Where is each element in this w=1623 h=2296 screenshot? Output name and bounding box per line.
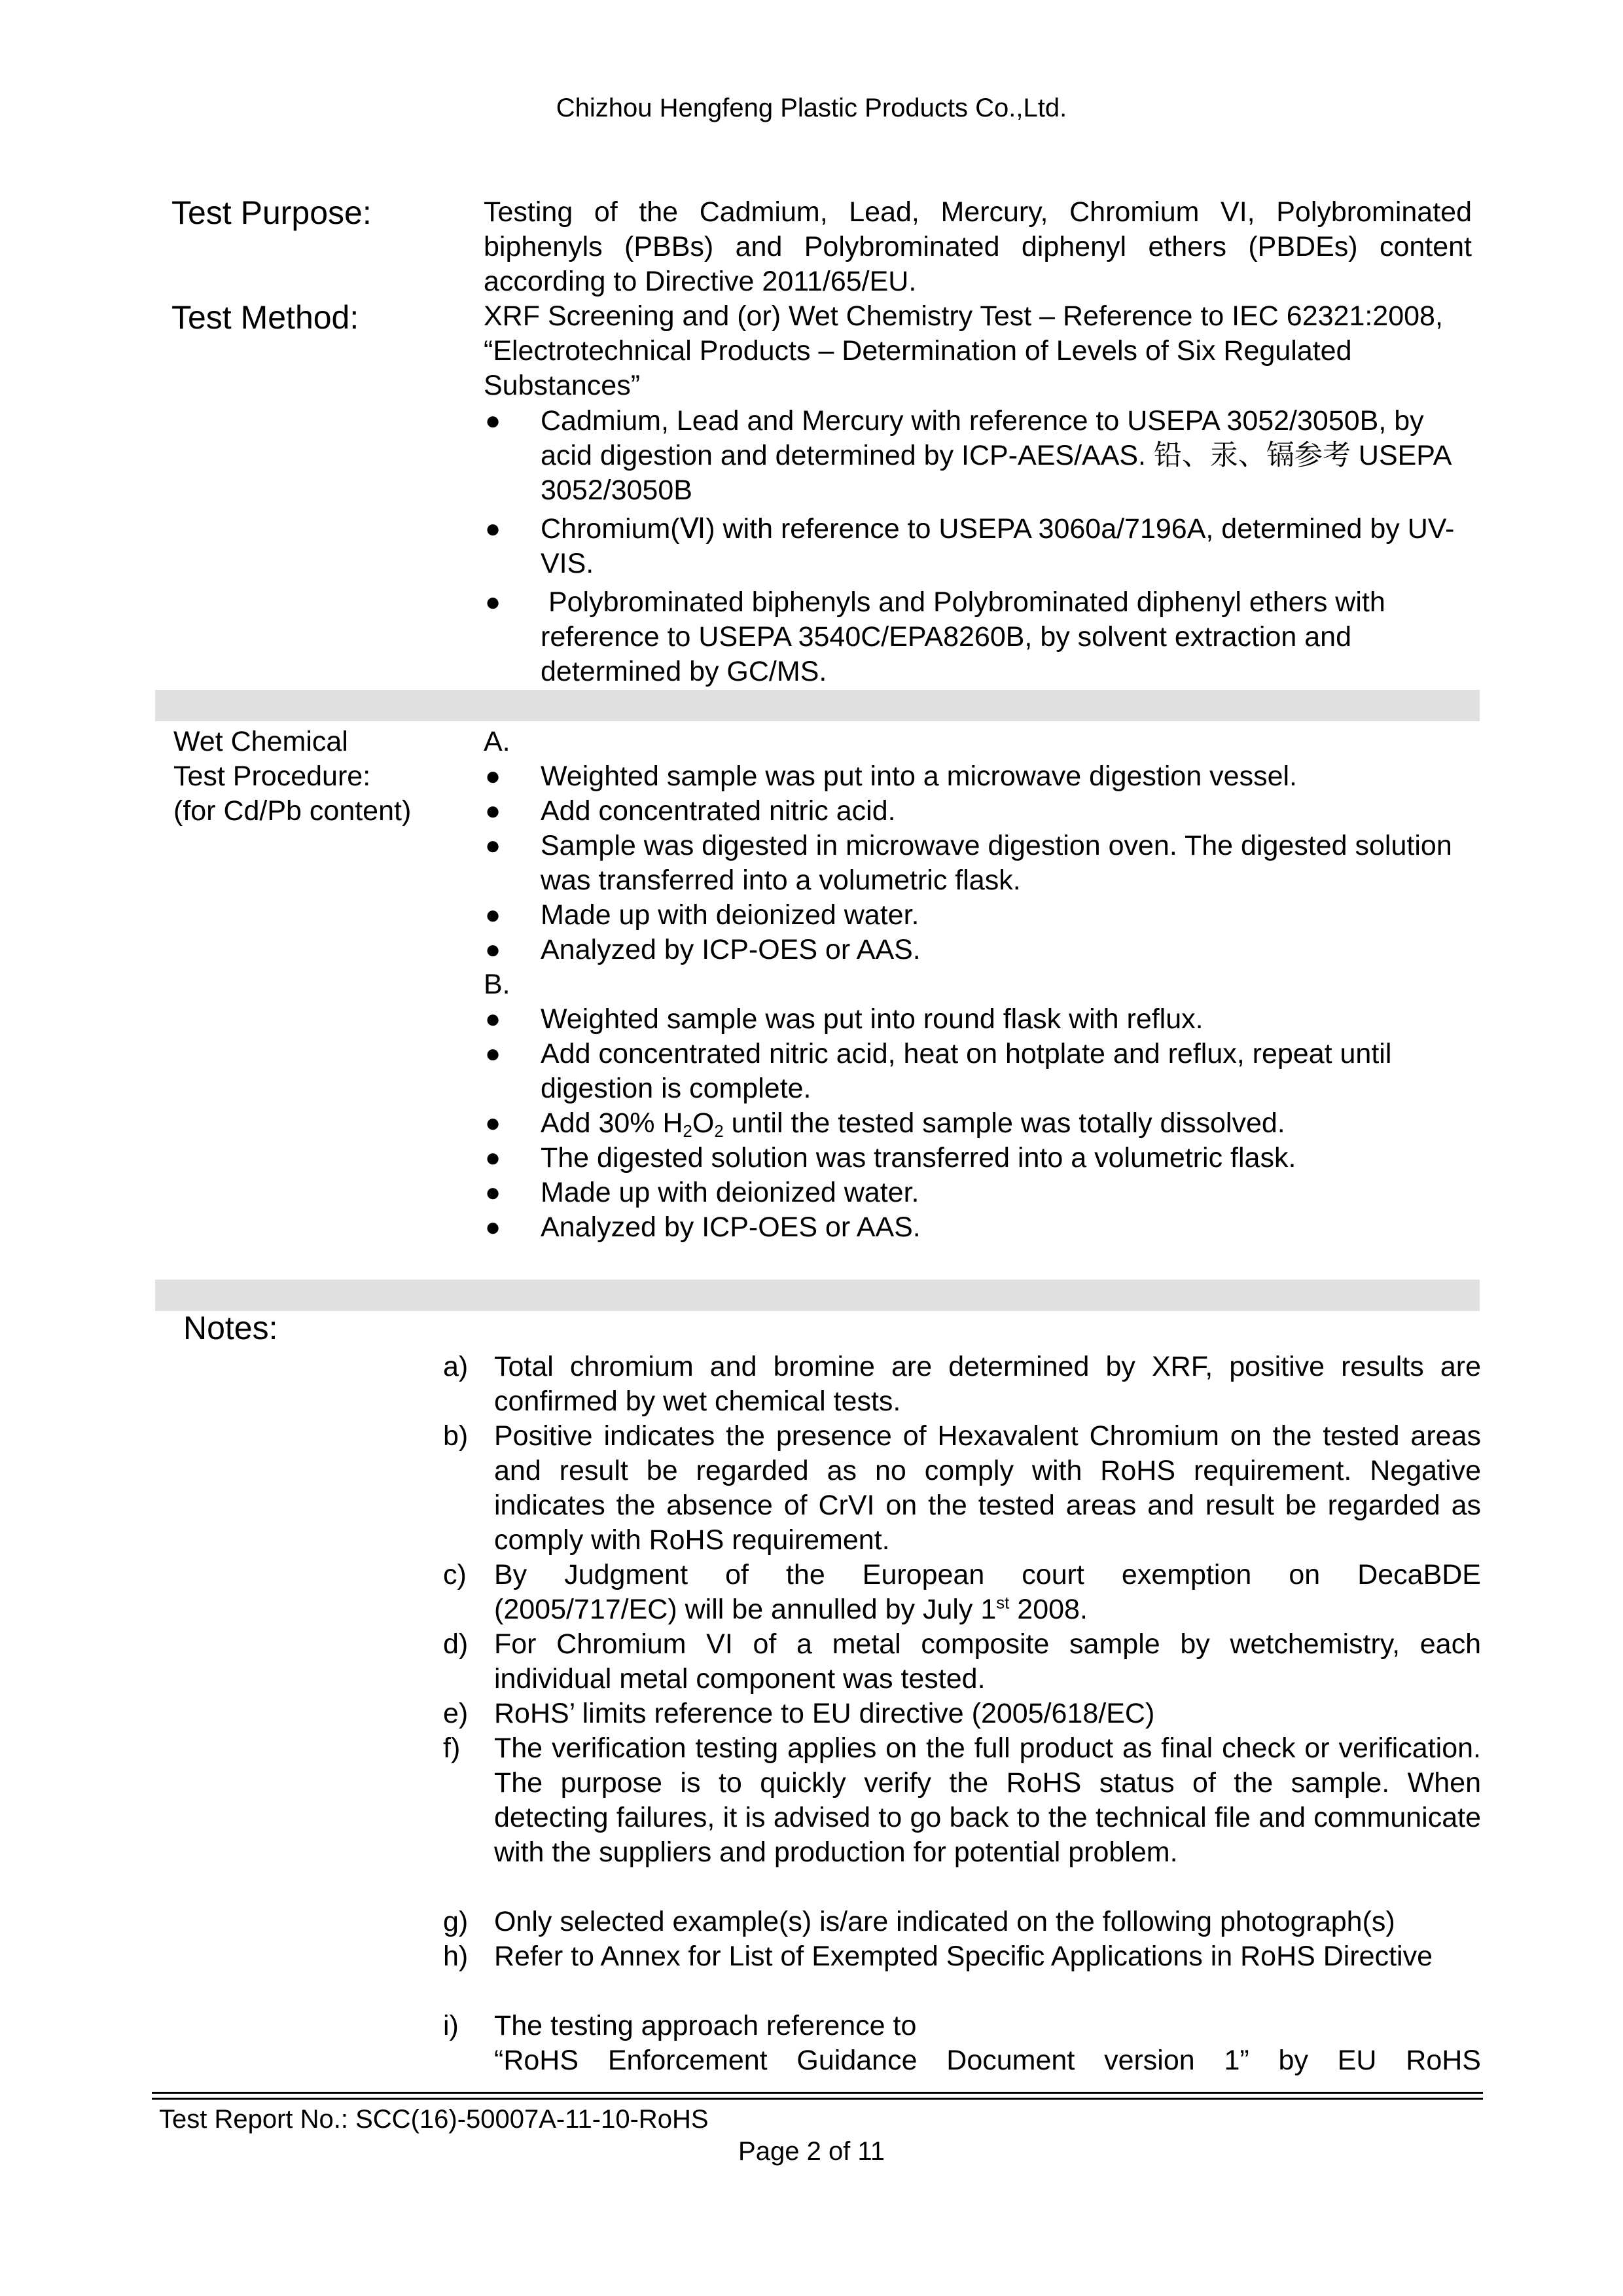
page-number: Page 2 of 11 <box>738 2137 885 2166</box>
wet-chemical-label: (for Cd/Pb content) <box>173 795 412 827</box>
footer-rule <box>152 2092 1483 2094</box>
method-bullet: Chromium(Ⅵ) with reference to USEPA 3060a/7196A, determined by UV-VIS. <box>541 513 1455 579</box>
test-method-label: Test Method: <box>171 299 359 336</box>
method-bullet: Cadmium, Lead and Mercury with reference to USEPA 3052/3050B, by acid digestion and determined by ICP-AES/AAS. 铅、汞、镉参考 USEPA 3052/3050B <box>541 405 1451 506</box>
note-letter: a) <box>443 1351 469 1382</box>
h2o2-sub: 2 <box>683 1122 692 1141</box>
bullet-icon: ● <box>485 1039 501 1068</box>
bullet-icon: ● <box>485 588 501 617</box>
note-text: The testing approach reference to <box>494 2010 917 2041</box>
note-letter: g) <box>443 1906 469 1937</box>
h2o2-post: until the tested sample was totally dissolved. <box>723 1107 1285 1139</box>
procedure-step: Analyzed by ICP-OES or AAS. <box>541 934 921 965</box>
procedure-step: The digested solution was transferred into a volumetric flask. <box>541 1142 1296 1174</box>
section-divider <box>155 1280 1480 1311</box>
h2o2-pre: Add 30% H <box>541 1107 683 1139</box>
note-text: Only selected example(s) is/are indicated on the following photograph(s) <box>494 1906 1395 1937</box>
note-text: “RoHS Enforcement Guidance Document version 1” by EU RoHS <box>494 2045 1481 2076</box>
bullet-icon: ● <box>485 1213 501 1242</box>
wet-chemical-label: Wet Chemical <box>173 726 348 757</box>
bullet-icon: ● <box>485 406 501 435</box>
wet-chemical-label: Test Procedure: <box>173 761 371 792</box>
note-text-c2 <box>494 1592 1481 1627</box>
note-text: Total chromium and bromine are determined by XRF, positive results are confirmed by wet chemical tests. <box>494 1351 1481 1417</box>
section-divider <box>155 690 1480 721</box>
test-method-intro: XRF Screening and (or) Wet Chemistry Test – Reference to IEC 62321:2008, “Electrotechnical Products – Determination of Levels of Six Regulated Substances” <box>484 300 1443 401</box>
bullet-icon: ● <box>485 901 501 929</box>
procedure-step: Add concentrated nitric acid. <box>541 795 896 827</box>
notes-label: Notes: <box>183 1310 278 1346</box>
note-letter: b) <box>443 1420 469 1452</box>
note-text: Refer to Annex for List of Exempted Specific Applications in RoHS Directive <box>494 1941 1433 1972</box>
procedure-step: Weighted sample was put into round flask with reflux. <box>541 1003 1204 1035</box>
test-purpose-text: Testing of the Cadmium, Lead, Mercury, Chromium VI, Polybrominated biphenyls (PBBs) and Polybrominated diphenyl ethers (PBDEs) content according to Directive 2011/65/EU. <box>484 196 1472 297</box>
note-c-post: 2008. <box>1009 1594 1088 1625</box>
note-text: RoHS’ limits reference to EU directive (2005/618/EC) <box>494 1698 1155 1729</box>
note-letter: i) <box>443 2010 459 2041</box>
note-c-sup: st <box>996 1594 1010 1613</box>
note-text: Positive indicates the presence of Hexavalent Chromium on the tested areas and result be regarded as no comply with RoHS requirement. Negative indicates the absence of CrVI on the tested areas and result be regarded as comply with RoHS requirement. <box>494 1420 1481 1556</box>
note-letter: e) <box>443 1698 469 1729</box>
note-text: For Chromium VI of a metal composite sample by wetchemistry, each individual metal component was tested. <box>494 1628 1481 1695</box>
bullet-icon: ● <box>485 831 501 860</box>
procedure-step: Made up with deionized water. <box>541 899 919 931</box>
note-letter: h) <box>443 1941 469 1972</box>
note-letter: d) <box>443 1628 469 1660</box>
test-purpose-label: Test Purpose: <box>171 194 372 231</box>
note-letter: f) <box>443 1732 461 1764</box>
note-text: The verification testing applies on the full product as final check or verification. The purpose is to quickly verify the RoHS status of the sample. When detecting failures, it is advised to go back to the technical file and communicate with the suppliers and production for potential problem. <box>494 1732 1481 1868</box>
bullet-icon: ● <box>485 797 501 825</box>
bullet-icon: ● <box>485 1005 501 1033</box>
procedure-step: Made up with deionized water. <box>541 1177 919 1208</box>
report-number: Test Report No.: SCC(16)-50007A-11-10-RoHS <box>159 2105 709 2134</box>
procedure-step: Add concentrated nitric acid, heat on hotplate and reflux, repeat until digestion is complete. <box>541 1038 1392 1104</box>
procedure-step: Sample was digested in microwave digestion oven. The digested solution was transferred into a volumetric flask. <box>541 830 1452 896</box>
bullet-icon: ● <box>485 1178 501 1207</box>
section-b-label: B. <box>484 969 510 1000</box>
procedure-step-h2o2 <box>541 1106 1470 1141</box>
note-letter: c) <box>443 1559 467 1590</box>
bullet-icon: ● <box>485 1109 501 1138</box>
method-bullet: Polybrominated biphenyls and Polybrominated diphenyl ethers with reference to USEPA 3540C/EPA8260B, by solvent extraction and determined by GC/MS. <box>541 586 1393 687</box>
section-a-label: A. <box>484 726 510 757</box>
procedure-step: Weighted sample was put into a microwave digestion vessel. <box>541 761 1298 792</box>
note-c-pre: (2005/717/EC) will be annulled by July 1 <box>494 1594 997 1625</box>
h2o2-mid: O <box>692 1107 715 1139</box>
procedure-step: Analyzed by ICP-OES or AAS. <box>541 1211 921 1243</box>
footer-rule <box>152 2098 1483 2100</box>
bullet-icon: ● <box>485 762 501 791</box>
bullet-icon: ● <box>485 514 501 543</box>
bullet-icon: ● <box>485 1143 501 1172</box>
company-header: Chizhou Hengfeng Plastic Products Co.,Ltd. <box>556 94 1067 122</box>
bullet-icon: ● <box>485 935 501 964</box>
note-text: By Judgment of the European court exemption on DecaBDE <box>494 1559 1481 1590</box>
h2o2-sub: 2 <box>714 1122 724 1141</box>
